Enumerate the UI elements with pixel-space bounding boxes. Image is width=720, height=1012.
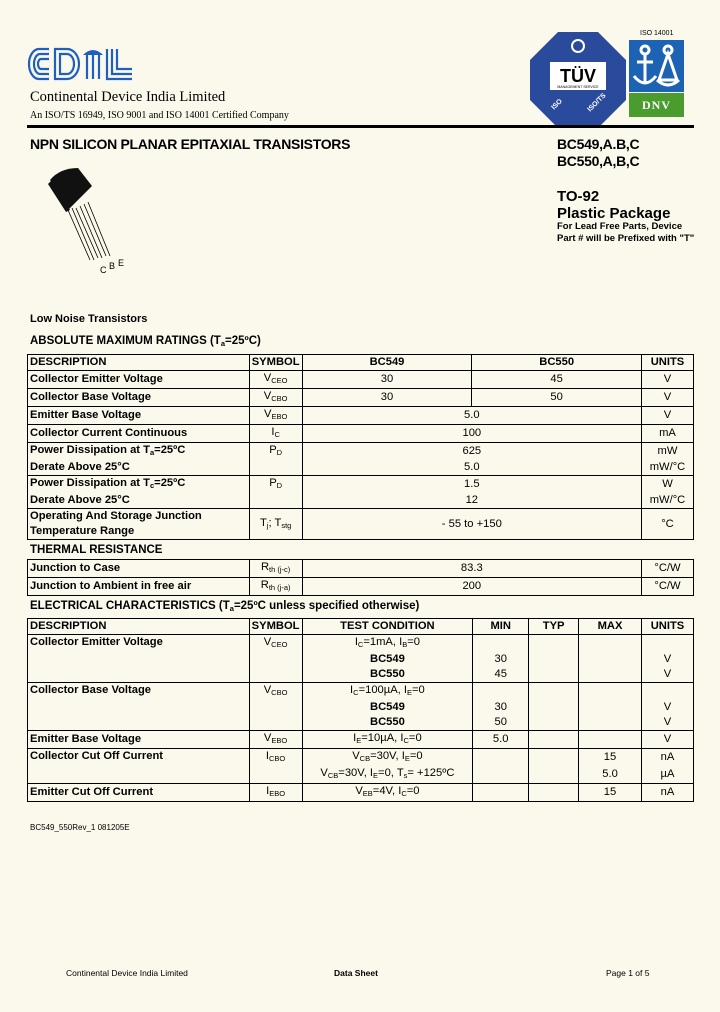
header-bc549: BC549	[302, 355, 472, 371]
table-row: Collector Current Continuous $I_C$ 100 mA	[28, 425, 694, 443]
part-numbers	[557, 136, 639, 170]
company-name: Continental Device India Limited	[30, 89, 226, 105]
table-row: Emitter Base Voltage $V_{EBO}$ 5.0 V	[28, 407, 694, 425]
table-row: Collector Emitter Voltage $V_{CEO}$ $I_C=1mA$, $I_B=0$	[28, 635, 694, 653]
abs-max-title: ABSOLUTE MAXIMUM RATINGS $(T_a=25ºC)$	[30, 335, 261, 348]
thermal-title: THERMAL RESISTANCE	[30, 544, 163, 556]
table-row: Junction to Ambient in free air $R_{th (j-a)}$ 200 °C/W	[28, 578, 694, 596]
table-row: Collector Base Voltage $V_{CBO}$ 30 50 V	[28, 389, 694, 407]
anchor-icon	[629, 40, 684, 92]
table-row: BC550 50 V	[28, 715, 694, 731]
thermal-table	[27, 559, 694, 596]
electrical-title: ELECTRICAL CHARACTERISTICS ($T_a=25ºC$ unless specified otherwise)	[30, 600, 420, 613]
table-row: Emitter Base Voltage $V_{EBO}$ $I_E=10\mu A$, $I_C=0$ 5.0 V	[28, 731, 694, 749]
svg-text:E: E	[118, 258, 125, 268]
tuv-certification-badge	[528, 30, 628, 130]
table-row: Power Dissipation at $T_a=25ºC$ $P_D$ 625 mW	[28, 443, 694, 461]
footer-page-number: Page 1 of 5	[606, 968, 650, 978]
header-units: UNITS	[641, 355, 693, 371]
footer-company: Continental Device India Limited	[66, 968, 188, 978]
feature-text: Low Noise Transistors	[30, 313, 148, 325]
footer-doc-type: Data Sheet	[334, 968, 378, 978]
table-row: Power Dissipation at $T_c=25ºC$ $P_D$ 1.5 W	[28, 476, 694, 494]
table-header-row	[28, 355, 694, 371]
package-material: Plastic Package	[557, 205, 671, 222]
svg-text:MANAGEMENT SERVICE: MANAGEMENT SERVICE	[557, 85, 599, 89]
dnv-anchor-badge	[629, 40, 684, 92]
table-row: $V_{CB}=30V$, $I_E=0$, $T_s=$ +125ºC 5.0 µA	[28, 766, 694, 784]
table-row: BC550 45 V	[28, 667, 694, 683]
table-row: Derate Above 25°C 12 mW/°C	[28, 493, 694, 509]
svg-text:ISO: ISO	[550, 97, 564, 112]
svg-text:TÜV: TÜV	[560, 66, 596, 86]
table-row: Collector Emitter Voltage $V_{CEO}$ 30 45 V	[28, 371, 694, 389]
table-row: Emitter Cut Off Current $I_{EBO}$ $V_{EB}=4V$, $I_C=0$ 15 nA	[28, 784, 694, 802]
to92-transistor-illustration	[30, 160, 140, 280]
table-row: Collector Cut Off Current $I_{CBO}$ $V_{CB}=30V$, $I_E=0$ 15 nA	[28, 749, 694, 767]
product-title: NPN SILICON PLANAR EPITAXIAL TRANSISTORS	[30, 136, 351, 152]
svg-text:ISO/TS: ISO/TS	[586, 92, 608, 114]
package-type: TO-92	[557, 188, 600, 205]
table-row: Derate Above 25°C 5.0 mW/°C	[28, 460, 694, 476]
certification-line: An ISO/TS 16949, ISO 9001 and ISO 14001 Certified Company	[30, 110, 289, 121]
table-row: Operating And Storage Junction Temperature Range $T_j$; $T_{stg}$ - 55 to +150 °C	[28, 509, 694, 540]
header-bc550: BC550	[472, 355, 642, 371]
pin-labels: C	[100, 265, 107, 275]
electrical-table	[27, 618, 694, 802]
table-row: Junction to Case $R_{th (j-c)}$ 83.3 °C/W	[28, 560, 694, 578]
header-divider	[27, 125, 694, 128]
part-line-2: BC550,A,B,C	[557, 153, 640, 169]
table-row: Collector Base Voltage $V_{CBO}$ $I_C=100\mu A$, $I_E=0$	[28, 683, 694, 701]
table-header-row: DESCRIPTION SYMBOL TEST CONDITION MIN TYP MAX UNITS	[28, 619, 694, 635]
svg-text:B: B	[109, 261, 116, 271]
iso14001-label: ISO 14001	[640, 30, 674, 37]
header-symbol: SYMBOL	[249, 355, 302, 371]
lead-free-note: For Lead Free Parts, Device Part # will be Prefixed with "T"	[557, 221, 695, 244]
header-description: DESCRIPTION	[28, 355, 250, 371]
cdil-logo	[27, 45, 139, 83]
part-line-1: BC549,A.B,C	[557, 136, 640, 152]
package-info	[557, 188, 670, 222]
table-row: BC549 30 V	[28, 652, 694, 667]
dnv-logo: DNV	[629, 93, 684, 117]
abs-max-table	[27, 354, 694, 540]
document-code: BC549_550Rev_1 081205E	[30, 823, 130, 832]
table-row: BC549 30 V	[28, 700, 694, 715]
